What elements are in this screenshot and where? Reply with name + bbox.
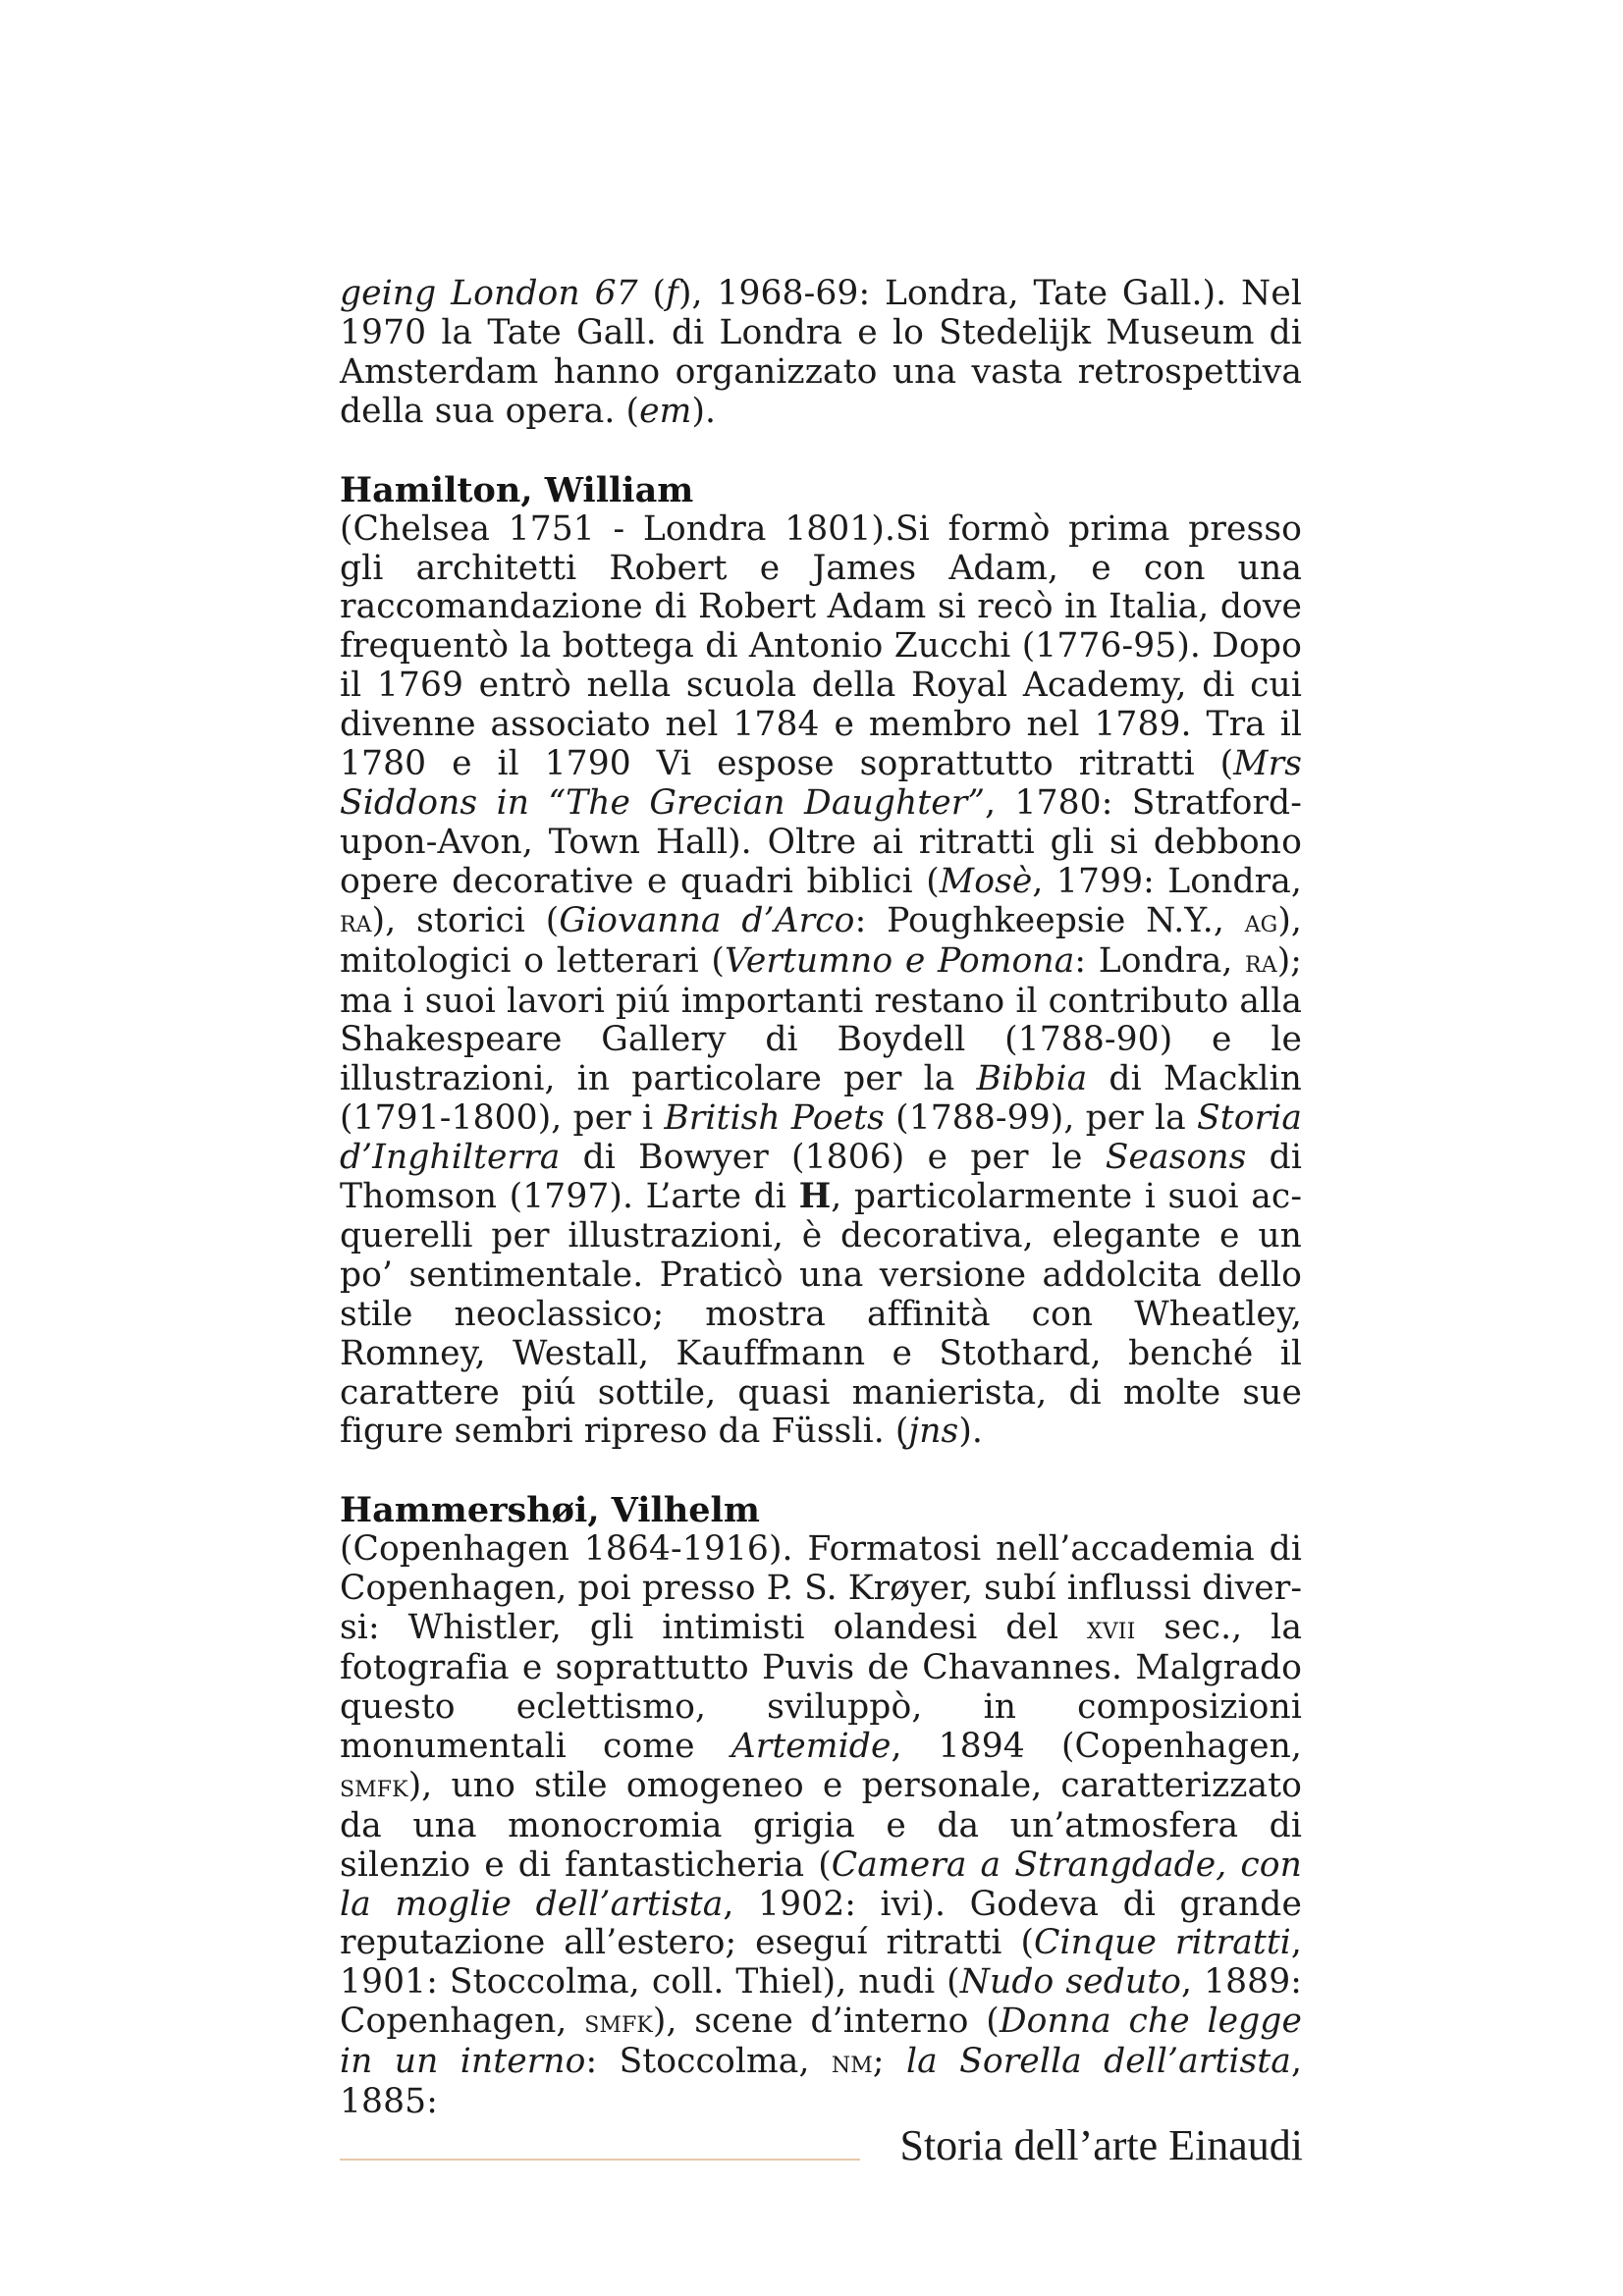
italic-run: Storia d’Inghilterra bbox=[340, 1098, 1302, 1178]
italic-run: Giovanna d’Arco bbox=[559, 900, 855, 940]
italic-run: f bbox=[666, 274, 678, 313]
text-run: , 1902: ivi). Godeva di grande reputazione all’estero; eseguí ritratti ( bbox=[340, 1884, 1302, 1963]
text-run: , 1780: Stratford-upon-Avon, Town Hall). Oltre ai ritratti gli si debbono opere decorative e quadri biblici ( bbox=[340, 782, 1302, 901]
smallcaps-run: xvii bbox=[1087, 1611, 1136, 1647]
entry-body-hamilton bbox=[340, 510, 1302, 1453]
footer-publication-title: Storia dell’arte Einaudi bbox=[899, 2121, 1303, 2169]
intro-paragraph bbox=[340, 275, 1302, 432]
smallcaps-run: smfk bbox=[340, 1768, 408, 1804]
text-run: (Chelsea 1751 - Londra 1801).Si formò prima presso gli architetti Robert e James Adam, e con una raccomandazione di Robert Adam si recò in Italia, dove frequentò la bottega di Antonio Zucchi (1776-95). Dopo il 1769 entrò nella scuola della Royal Academy, di cui divenne associato nel 1784 e membro nel 1789. Tra il 1780 e il 1790 Vi espose soprattutto ritratti ( bbox=[340, 508, 1302, 784]
text-run: ), scene d’interno ( bbox=[652, 2002, 1000, 2042]
text-run: ). bbox=[691, 391, 717, 431]
italic-run: Mosè bbox=[939, 861, 1033, 901]
italic-run: jns bbox=[908, 1412, 959, 1452]
italic-run: Vertumno e Pomona bbox=[724, 940, 1075, 981]
italic-run: Donna che legge in un interno bbox=[340, 2002, 1302, 2082]
footer-rule bbox=[340, 2159, 860, 2161]
text-run: : Poughkeepsie N.Y., bbox=[854, 900, 1245, 940]
bold-run: H bbox=[798, 1177, 832, 1217]
text-run: sec., la fotografia e soprattutto Puvis de Chavannes. Malgrado questo eclettismo, sviluppò, in composizioni monumentali come bbox=[340, 1608, 1302, 1766]
italic-run: Cinque ritratti bbox=[1034, 1923, 1291, 1963]
text-run: ), uno stile omogeneo e personale, caratterizzato da una monocromia grigia e da un’atmosfera di silenzio e di fantasticheria ( bbox=[340, 1765, 1302, 1885]
text-run: (Copenhagen 1864-1916). Formatosi nell’accademia di Copenhagen, poi presso P. S. Krøyer, subí influssi diversi: Whistler, gli intimisti olandesi del bbox=[340, 1529, 1302, 1648]
smallcaps-run: smfk bbox=[584, 2004, 653, 2041]
entry-title-hammershoi: Hammershøi, Vilhelm bbox=[340, 1490, 760, 1531]
text-run: ). bbox=[958, 1412, 983, 1452]
text-run: , 1894 (Copenhagen, bbox=[891, 1726, 1302, 1766]
smallcaps-run: nm bbox=[831, 2045, 873, 2081]
italic-run: Seasons bbox=[1105, 1138, 1247, 1178]
italic-run: Camera a Strangdade, con la moglie dell’artista bbox=[340, 1844, 1302, 1924]
italic-run: la Sorella dell’artista bbox=[905, 2042, 1291, 2082]
text-run: : Stoccolma, bbox=[585, 2042, 832, 2082]
text-run: ; bbox=[872, 2042, 906, 2082]
text-run: di Bowyer (1806) e per le bbox=[560, 1138, 1106, 1178]
smallcaps-run: ra bbox=[340, 903, 372, 939]
text-run: ), 1968-69: Londra, Tate Gall.). Nel 1970 la Tate Gall. di Londra e lo Stedelijk Museum di Amsterdam hanno organizzato una vasta retrospettiva della sua opera. ( bbox=[340, 274, 1302, 431]
smallcaps-run: ag bbox=[1244, 903, 1278, 939]
text-run: (1788-99), per la bbox=[884, 1098, 1198, 1139]
italic-run: Artemide bbox=[730, 1726, 892, 1766]
section-gap bbox=[340, 432, 1302, 471]
italic-run: Mrs Siddons in “The Grecian Daughter” bbox=[340, 744, 1302, 823]
text-run: ), mitologici o letterari ( bbox=[340, 900, 1302, 981]
text-run: , particolarmente i suoi acquerelli per illustrazioni, è decorativa, elegante e un po’ sentimentale. Praticò una versione addolcita dello stile neoclassico; mostra affinità con Wheatley, Romney, Westall, Kauffmann e Stothard, benché il carattere piú sottile, quasi manierista, di molte sue figure sembri ripreso da Füssli. ( bbox=[340, 1177, 1302, 1452]
italic-run: Nudo seduto bbox=[959, 1962, 1182, 2002]
entry-title-hamilton: Hamilton, William bbox=[340, 469, 694, 510]
text-run: , 1889: Copenhagen, bbox=[340, 1962, 1302, 2042]
italic-run: British Poets bbox=[664, 1098, 885, 1139]
italic-run: Bibbia bbox=[976, 1059, 1088, 1099]
italic-run: em bbox=[639, 391, 692, 431]
entry-body-hammershoi bbox=[340, 1530, 1302, 2122]
text-run: ); ma i suoi lavori piú importanti restano il contributo alla Shakespeare Gallery di Boydell (1788-90) e le illustrazioni, in particolare per la bbox=[340, 940, 1302, 1099]
text-run: , 1885: bbox=[340, 2042, 1303, 2122]
text-run: di Macklin (1791-1800), per i bbox=[340, 1059, 1302, 1139]
text-run: di Thomson (1797). L’arte di bbox=[340, 1138, 1302, 1217]
text-run: : Londra, bbox=[1074, 940, 1246, 981]
smallcaps-run: ra bbox=[1245, 943, 1277, 980]
italic-run: geing London 67 bbox=[340, 274, 638, 313]
text-run: ( bbox=[637, 274, 667, 313]
text-run: , 1901: Stoccolma, coll. Thiel), nudi ( bbox=[340, 1923, 1302, 2002]
page-content bbox=[340, 275, 1302, 2122]
text-run: ), storici ( bbox=[371, 900, 560, 940]
text-run: , 1799: Londra, bbox=[1032, 861, 1302, 901]
section-gap bbox=[340, 1452, 1302, 1491]
